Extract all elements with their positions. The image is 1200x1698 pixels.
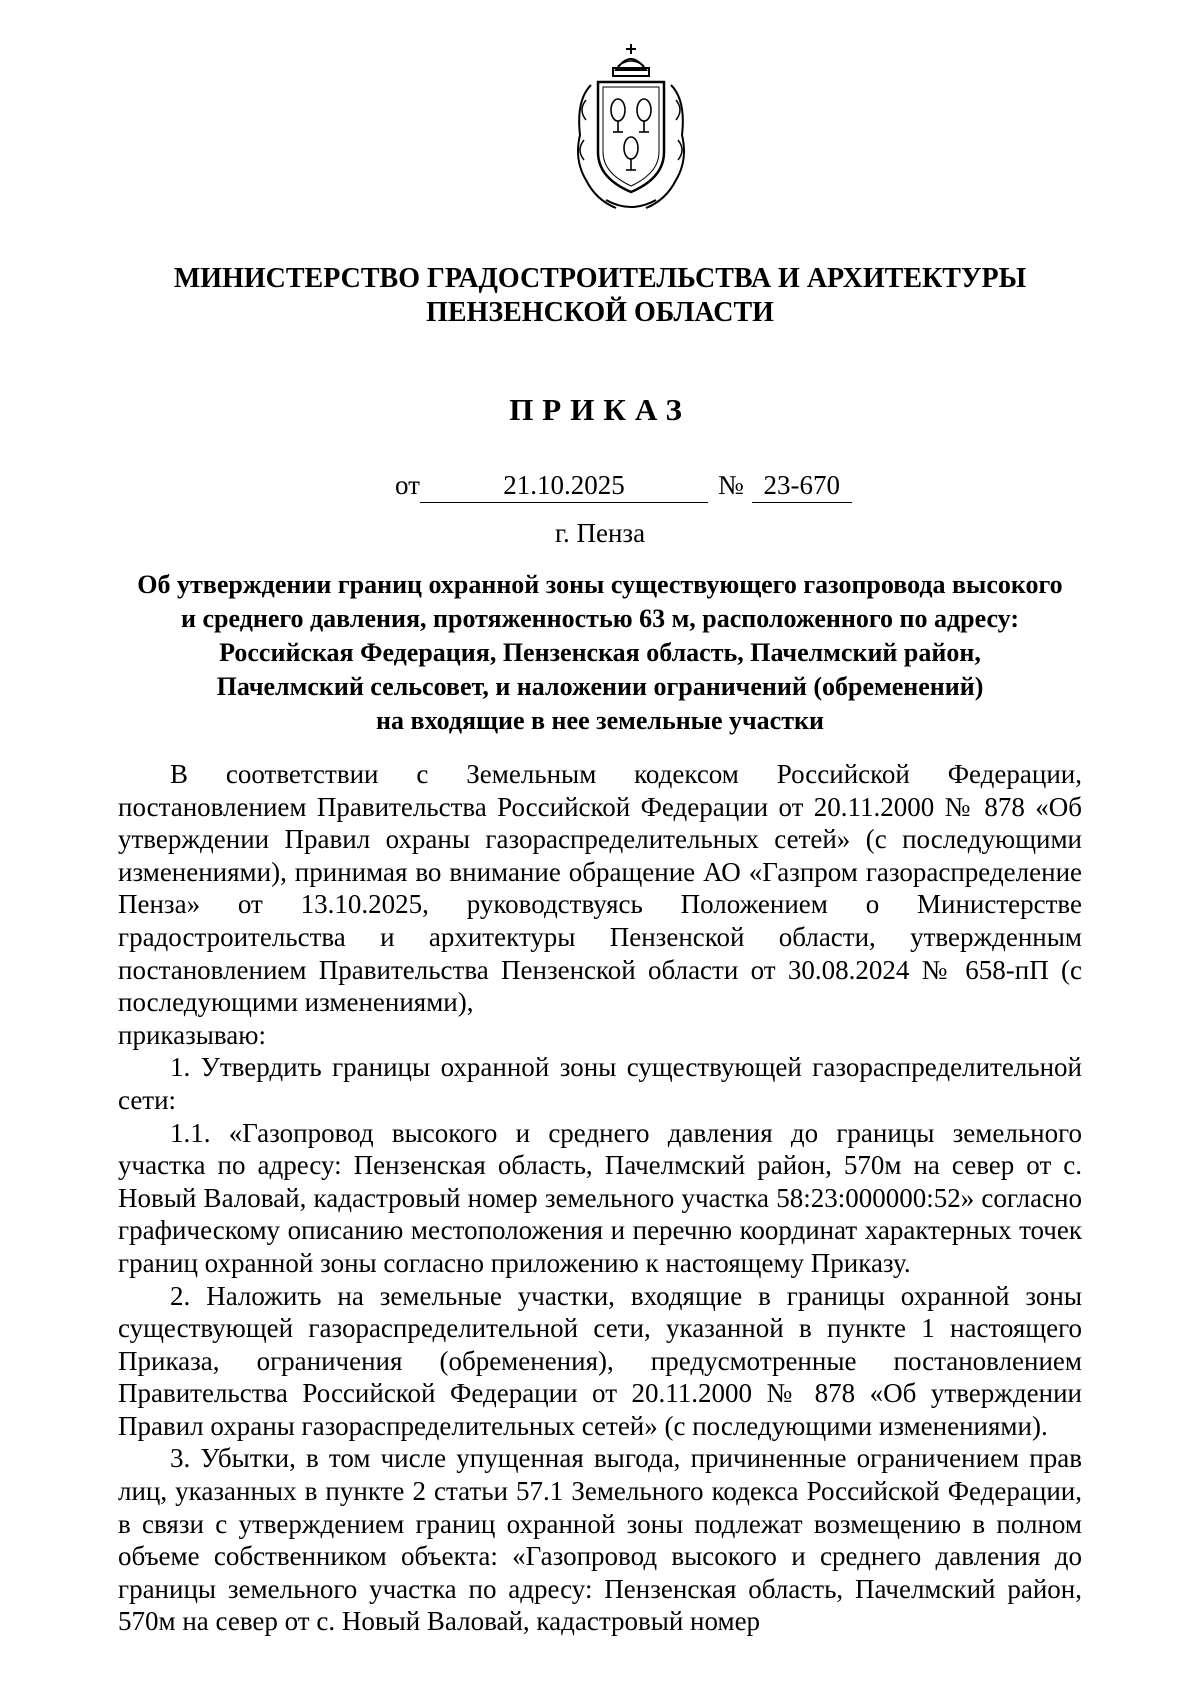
item-2-paragraph: 2. Наложить на земельные участки, входящие в границы охранной зоны существующей газораспределительной сети, указанной в пункте 1 настоящего Приказа, ограничения (обременения), предусмотренные постановлением Правительства Российской Федерации от 20.11.2000 № 878 «Об утверждении Правил охраны газораспределительных сетей» (с последующими изменениями). xyxy=(118,1280,1082,1441)
subject-line: Пачелмский сельсовет, и наложении ограничений (обременений) xyxy=(216,672,984,701)
item-3-paragraph: 3. Убытки, в том числе упущенная выгода, причиненные ограничением прав лиц, указанных в пункте 2 статьи 57.1 Земельного кодекса Российской Федерации, в связи с утверждением границ охранной зоны подлежат возмещению в полном объеме собственником объекта: «Газопровод высокого и среднего давления до границы земельного участка по адресу: Пензенская область, Пачелмский район, 570м на север от с. Новый Валовай, кадастровый номер xyxy=(118,1443,1082,1637)
order-word: приказываю: xyxy=(118,1019,266,1050)
ministry-name-line1: МИНИСТЕРСТВО ГРАДОСТРОИТЕЛЬСТВА И АРХИТЕКТУРЫ xyxy=(173,263,1027,294)
ministry-name-line2: ПЕНЗЕНСКОЙ ОБЛАСТИ xyxy=(426,297,774,328)
order-date-number-line xyxy=(395,470,852,504)
penza-region-coat-of-arms-icon xyxy=(556,40,706,220)
subject-line: Об утверждении границ охранной зоны существующего газопровода высокого xyxy=(137,570,1063,599)
item-1-1-paragraph: 1.1. «Газопровод высокого и среднего давления до границы земельного участка по адресу: Пензенская область, Пачелмский район, 570м на север от с. Новый Валовай, кадастровый номер земельного участка 58:23:000000:52» согласно графическому описанию местоположения и перечню координат характерных точек границ охранной зоны согласно приложению к настоящему Приказу. xyxy=(118,1117,1082,1278)
subject-line: и среднего давления, протяженностью 63 м, расположенного по адресу: xyxy=(181,604,1019,633)
city: г. Пенза xyxy=(554,518,646,548)
order-subject xyxy=(118,568,1082,738)
order-body xyxy=(118,758,1082,1638)
ministry-name xyxy=(100,262,1100,330)
subject-line: Российская Федерация, Пензенская область, Пачелмский район, xyxy=(219,638,981,667)
preamble-paragraph: В соответствии с Земельным кодексом Российской Федерации, постановлением Правительства Российской Федерации от 20.11.2000 № 878 «Об утверждении Правил охраны газораспределительных сетей» (с последующими изменениями), принимая во внимание обращение АО «Газпром газораспределение Пенза» от 13.10.2025, руководствуясь Положением о Министерстве градостроительства и архитектуры Пензенской области, утвержденным постановлением Правительства Пензенской области от 30.08.2024 № 658-пП (с последующими изменениями), xyxy=(118,759,1082,1018)
order-number: 23-670 xyxy=(752,470,852,503)
subject-line: на входящие в нее земельные участки xyxy=(376,706,824,735)
order-date: 21.10.2025 xyxy=(420,470,708,503)
date-prefix: от xyxy=(395,470,420,500)
number-prefix: № xyxy=(717,470,744,500)
order-title: ПРИКАЗ xyxy=(509,392,691,427)
item-1-paragraph: 1. Утвердить границы охранной зоны существующей газораспределительной сети: xyxy=(118,1052,1082,1115)
